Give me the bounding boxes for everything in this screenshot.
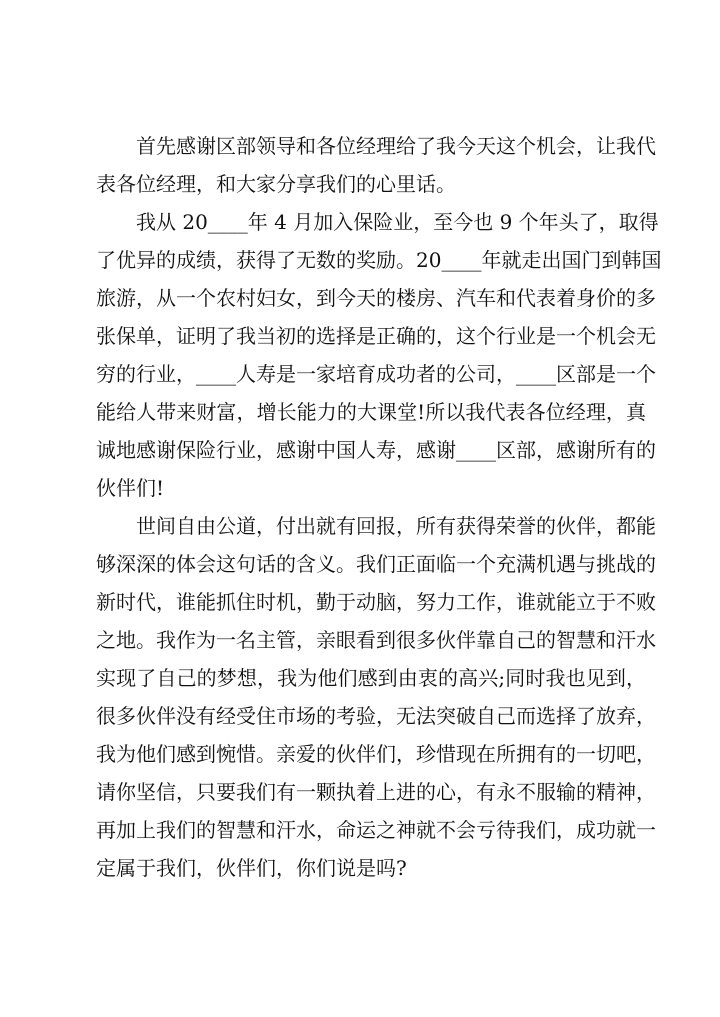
text-line: 我从 20____年 4 月加入保险业，至今也 9 个年头了，取得	[136, 210, 659, 234]
text-line: 诚地感谢保险行业，感谢中国人寿，感谢____区部，感谢所有的	[96, 438, 656, 462]
text-line: 之地。我作为一名主管，亲眼看到很多伙伴靠自己的智慧和汗水	[96, 628, 656, 652]
text-line: 再加上我们的智慧和汗水，命运之神就不会亏待我们，成功就一	[96, 818, 656, 842]
text-line: 伙伴们!	[96, 476, 165, 500]
text-line: 我为他们感到惋惜。亲爱的伙伴们，珍惜现在所拥有的一切吧，	[96, 742, 656, 766]
paragraph-thanks	[96, 127, 656, 203]
text-line: 首先感谢区部领导和各位经理给了我今天这个机会，让我代	[136, 134, 656, 158]
text-line: 旅游，从一个农村妇女，到今天的楼房、汽车和代表着身价的多	[96, 286, 656, 310]
text-line: 张保单，证明了我当初的选择是正确的，这个行业是一个机会无	[96, 324, 656, 348]
text-line: 实现了自己的梦想，我为他们感到由衷的高兴;同时我也见到，	[96, 666, 646, 690]
text-line: 很多伙伴没有经受住市场的考验，无法突破自己而选择了放弃，	[96, 704, 656, 728]
text-line: 能给人带来财富，增长能力的大课堂!所以我代表各位经理，真	[96, 400, 646, 424]
paragraph-career	[96, 203, 662, 507]
text-line: 新时代，谁能抓住时机，勤于动脑，努力工作，谁就能立于不败	[96, 590, 656, 614]
text-line: 表各位经理，和大家分享我们的心里话。	[96, 172, 456, 196]
text-line: 了优异的成绩，获得了无数的奖励。20____年就走出国门到韩国	[96, 248, 662, 272]
document-body	[96, 127, 662, 887]
text-line: 穷的行业，____人寿是一家培育成功者的公司，____区部是一个	[96, 362, 656, 386]
paragraph-encouragement	[96, 507, 656, 887]
text-line: 世间自由公道，付出就有回报，所有获得荣誉的伙伴，都能	[136, 514, 656, 538]
text-line: 够深深的体会这句话的含义。我们正面临一个充满机遇与挑战的	[96, 552, 656, 576]
text-line: 请你坚信，只要我们有一颗执着上进的心，有永不服输的精神，	[96, 780, 656, 804]
text-line: 定属于我们，伙伴们，你们说是吗?	[96, 856, 407, 880]
